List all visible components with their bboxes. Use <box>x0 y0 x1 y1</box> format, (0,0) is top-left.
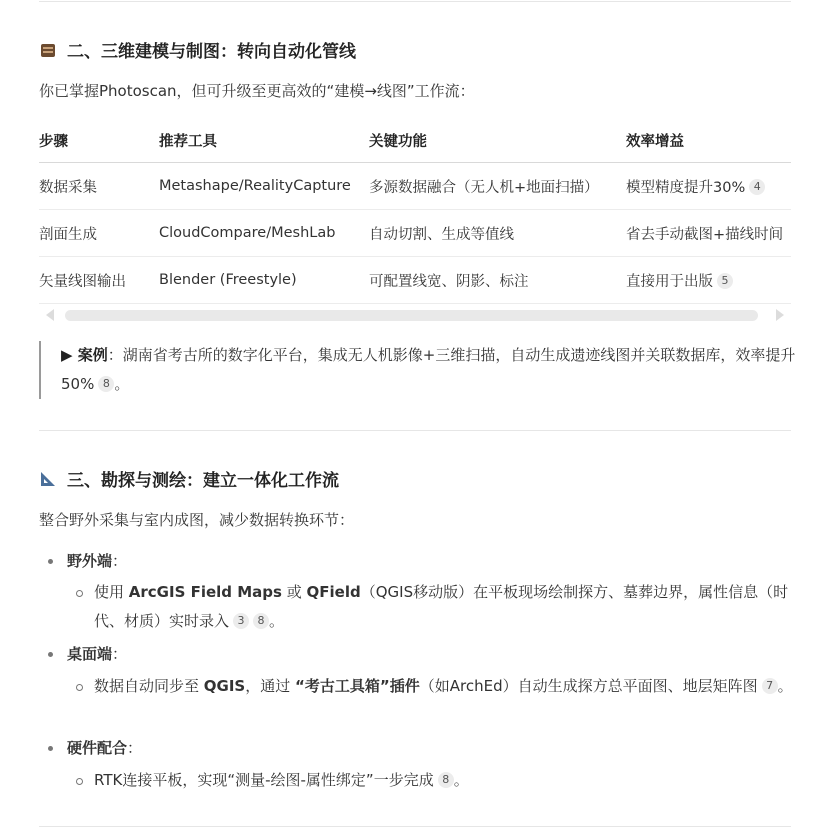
citation-badge[interactable]: 3 <box>233 613 249 629</box>
col-header-step: 步骤 <box>39 118 159 163</box>
citation-badge[interactable]: 8 <box>98 376 114 392</box>
list-item-field <box>67 547 127 576</box>
sub-bullet <box>76 778 83 785</box>
sub-text: ，通过 <box>245 677 296 695</box>
section3-intro: 整合野外采集与室内成图，减少数据转换环节： <box>39 511 355 529</box>
table-cell: 多源数据融合（无人机+地面扫描） <box>369 163 626 210</box>
col-header-feature: 关键功能 <box>369 118 626 163</box>
col-header-gain: 效率增益 <box>626 118 791 163</box>
table-cell <box>626 163 791 210</box>
bottom-divider <box>39 826 791 827</box>
top-divider <box>39 1 791 2</box>
sub-item-field <box>94 578 794 636</box>
table-cell: 自动切割、生成等值线 <box>369 210 626 257</box>
punctuation: 。 <box>777 677 793 695</box>
punctuation: ： <box>112 552 128 570</box>
table-cell: 矢量线图输出 <box>39 257 159 304</box>
table-cell: 剖面生成 <box>39 210 159 257</box>
section3-title: 三、勘探与测绘：建立一体化工作流 <box>67 471 339 491</box>
tools-table <box>39 118 791 304</box>
table-row <box>39 163 791 210</box>
sub-bullet <box>76 590 83 597</box>
table-header-row <box>39 118 791 163</box>
citation-badge[interactable]: 4 <box>749 179 765 195</box>
cell-text: 直接用于出版 <box>626 273 713 290</box>
sub-text: 或 <box>281 583 307 601</box>
list-item-label: 硬件配合 <box>67 739 128 757</box>
app-name: ArcGIS Field Maps <box>128 583 282 601</box>
section3-heading <box>39 466 339 491</box>
bullet <box>48 652 53 657</box>
punctuation: ： <box>127 739 143 757</box>
section2-title: 二、三维建模与制图：转向自动化管线 <box>67 42 356 62</box>
list-item-desktop <box>67 640 127 669</box>
app-name: QGIS <box>203 677 246 695</box>
cell-text: 模型精度提升30% <box>626 179 746 196</box>
sub-text: RTK连接平板，实现“测量-绘图-属性绑定”一步完成 <box>94 771 434 789</box>
punctuation: 。 <box>269 612 285 630</box>
citation-badge[interactable]: 8 <box>253 613 269 629</box>
sub-text: （QGIS移动版）在平板现场绘制探方、墓葬边界，属性信息（时代、材质）实时录入 <box>94 583 789 630</box>
table-row <box>39 210 791 257</box>
plugin-name: “考古工具箱”插件 <box>295 677 420 695</box>
pottery-icon <box>39 41 57 59</box>
col-header-tool: 推荐工具 <box>159 118 369 163</box>
punctuation: 。 <box>114 375 130 393</box>
table-cell: 数据采集 <box>39 163 159 210</box>
sub-bullet <box>76 684 83 691</box>
section2-intro: 你已掌握Photoscan，但可升级至更高效的“建模→线图”工作流： <box>39 82 475 100</box>
punctuation: 。 <box>453 771 469 789</box>
table-cell: Metashape/RealityCapture <box>159 163 369 210</box>
table-row <box>39 257 791 304</box>
sub-text: 数据自动同步至 <box>94 677 204 695</box>
bullet <box>48 559 53 564</box>
punctuation: ： <box>112 645 128 663</box>
table-cell <box>626 257 791 304</box>
case-blockquote <box>39 341 801 399</box>
table-horizontal-scrollbar[interactable] <box>65 310 758 321</box>
section-divider <box>39 430 791 431</box>
triangular-ruler-icon <box>39 470 57 488</box>
sub-text: 使用 <box>94 583 129 601</box>
list-item-label: 桌面端 <box>67 645 113 663</box>
scroll-left-arrow[interactable] <box>46 309 54 321</box>
case-label: ▶ 案例 <box>61 346 108 364</box>
case-text: ：湖南省考古所的数字化平台，集成无人机影像+三维扫描，自动生成遗迹线图并关联数据库，效率提升50% <box>61 346 796 393</box>
section2-heading <box>39 37 356 62</box>
sub-text: （如ArchEd）自动生成探方总平面图、地层矩阵图 <box>419 677 758 695</box>
table-cell: 可配置线宽、阴影、标注 <box>369 257 626 304</box>
sub-item-hardware <box>94 766 794 795</box>
table-cell: CloudCompare/MeshLab <box>159 210 369 257</box>
app-name: QField <box>306 583 361 601</box>
table-cell: 省去手动截图+描线时间 <box>626 210 791 257</box>
sub-item-desktop <box>94 672 794 701</box>
bullet <box>48 746 53 751</box>
citation-badge[interactable]: 7 <box>762 678 778 694</box>
citation-badge[interactable]: 5 <box>717 273 733 289</box>
scroll-right-arrow[interactable] <box>776 309 784 321</box>
list-item-label: 野外端 <box>67 552 113 570</box>
table-cell: Blender (Freestyle) <box>159 257 369 304</box>
list-item-hardware <box>67 734 142 763</box>
citation-badge[interactable]: 8 <box>438 772 454 788</box>
